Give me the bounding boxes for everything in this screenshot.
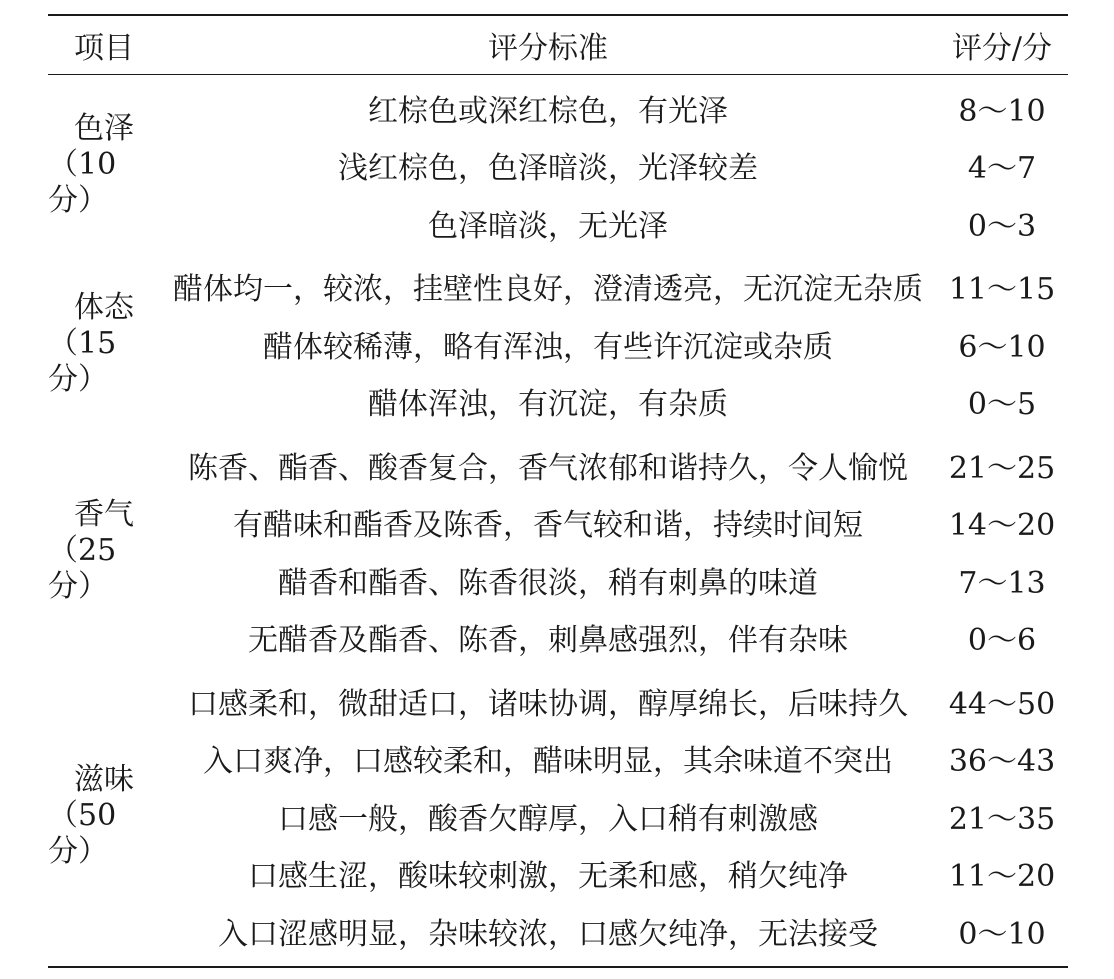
group-label	[48, 79, 160, 252]
group-rows	[160, 79, 1068, 252]
criteria-cell: 无醋香及酯香、陈香，刺鼻感强烈，伴有杂味	[248, 623, 848, 659]
table-row	[160, 258, 1068, 316]
group-label	[48, 436, 160, 666]
criteria-cell: 红棕色或深红棕色，有光泽	[368, 93, 728, 129]
table-row	[160, 730, 1068, 788]
score-cell: 36～43	[948, 744, 1056, 780]
group-rows	[160, 258, 1068, 431]
group-points: （15分）	[48, 325, 117, 397]
table-row	[160, 315, 1068, 373]
criteria-cell: 醋香和酯香、陈香很淡，稍有刺鼻的味道	[278, 565, 818, 601]
table-header	[48, 16, 1068, 74]
table-row	[160, 436, 1068, 494]
score-cell: 6～10	[958, 329, 1046, 365]
group-name: 色泽	[74, 111, 134, 147]
table-row	[160, 79, 1068, 137]
group-name: 体态	[74, 289, 134, 325]
criteria-cell: 口感生涩，酸味较刺激，无柔和感，稍欠纯净	[248, 859, 848, 895]
criteria-cell: 醋体较稀薄，略有浑浊，有些许沉淀或杂质	[263, 329, 833, 365]
score-cell: 14～20	[948, 508, 1056, 544]
group-rows	[160, 672, 1068, 960]
criteria-cell: 浅红棕色，色泽暗淡，光泽较差	[338, 151, 758, 187]
table-row	[160, 672, 1068, 730]
table-row	[160, 845, 1068, 903]
criteria-cell: 色泽暗淡，无光泽	[428, 208, 668, 244]
table-row	[160, 194, 1068, 252]
score-cell: 7～13	[958, 565, 1046, 601]
table-row	[160, 551, 1068, 609]
header-criteria: 评分标准	[488, 31, 608, 66]
group-label	[48, 672, 160, 960]
criteria-cell: 口感柔和，微甜适口，诸味协调，醇厚绵长，后味持久	[188, 686, 908, 722]
criteria-cell: 口感一般，酸香欠醇厚，入口稍有刺激感	[278, 801, 818, 837]
score-cell: 8～10	[958, 93, 1046, 129]
table-row	[160, 494, 1068, 552]
score-cell: 0～10	[958, 916, 1046, 952]
table-group	[48, 436, 1068, 666]
score-cell: 0～5	[967, 387, 1037, 423]
criteria-cell: 醋体浑浊，有沉淀，有杂质	[368, 387, 728, 423]
criteria-cell: 陈香、酯香、酸香复合，香气浓郁和谐持久，令人愉悦	[188, 450, 908, 486]
criteria-cell: 醋体均一，较浓，挂壁性良好，澄清透亮，无沉淀无杂质	[173, 272, 923, 308]
score-cell: 0～3	[967, 208, 1037, 244]
header-score: 评分/分	[951, 31, 1053, 66]
criteria-cell: 入口爽净，口感较柔和，醋味明显，其余味道不突出	[203, 744, 893, 780]
group-name: 滋味	[74, 761, 134, 797]
score-cell: 44～50	[948, 686, 1056, 722]
table-row	[160, 902, 1068, 960]
scoring-table	[48, 14, 1068, 968]
score-cell: 21～25	[948, 450, 1056, 486]
criteria-cell: 有醋味和酯香及陈香，香气较和谐，持续时间短	[233, 508, 863, 544]
score-cell: 21～35	[948, 801, 1056, 837]
group-points: （10分）	[48, 147, 117, 219]
score-cell: 11～15	[948, 272, 1056, 308]
table-row	[160, 787, 1068, 845]
table-group	[48, 75, 1068, 252]
score-cell: 4～7	[967, 151, 1037, 187]
header-item: 项目	[74, 31, 134, 66]
group-points: （25分）	[48, 533, 117, 604]
score-cell: 0～6	[967, 623, 1037, 659]
table-group	[48, 258, 1068, 431]
group-rows	[160, 436, 1068, 666]
table-row	[160, 373, 1068, 431]
table-group	[48, 672, 1068, 960]
group-name: 香气	[74, 497, 134, 532]
criteria-cell: 入口涩感明显，杂味较浓，口感欠纯净，无法接受	[218, 916, 878, 952]
bottom-rule	[48, 966, 1068, 968]
score-cell: 11～20	[948, 859, 1056, 895]
group-label	[48, 258, 160, 431]
group-points: （50分）	[48, 797, 117, 869]
table-row	[160, 609, 1068, 667]
table-row	[160, 137, 1068, 195]
